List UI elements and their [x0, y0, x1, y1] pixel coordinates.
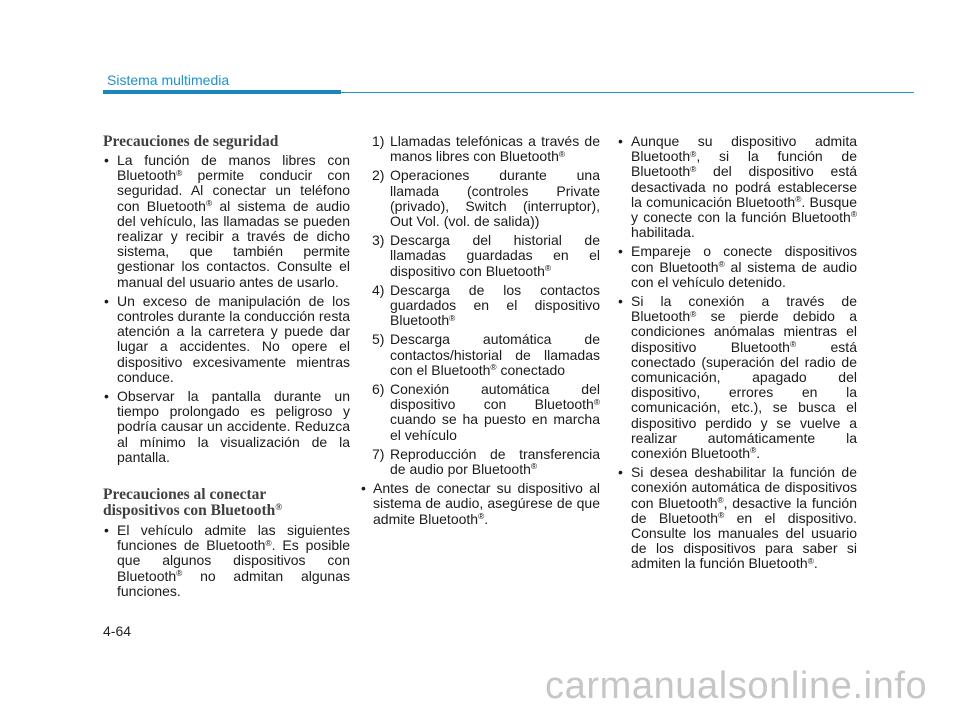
registered-mark: ® — [530, 461, 538, 472]
heading-line: Precauciones al conectar — [103, 486, 267, 504]
numbered-item-text: Descarga del historial de llamadas guardadas en el dispositivo con Bluetooth® — [390, 232, 600, 279]
registered-mark: ® — [478, 511, 485, 522]
header-rule-accent — [103, 90, 341, 94]
registered-mark: ® — [807, 555, 814, 566]
list-item — [617, 465, 857, 571]
registered-mark: ® — [850, 209, 857, 220]
list-item — [103, 523, 350, 599]
bullet-glyph: • — [618, 293, 623, 310]
bullet-glyph: • — [618, 243, 623, 260]
registered-mark: ® — [718, 259, 725, 270]
list-item-text: Si desea deshabilitar la función de conexión automática de dispositivos con Bluetooth®, desactive la función de Bluetooth® en el dispositivo. Consulte los manuales del usuario de los dispositivos para saber si admiten la función Bluetooth®. — [631, 464, 857, 572]
registered-mark: ® — [558, 148, 566, 159]
numbered-item-text: Conexión automática del dispositivo con Bluetooth® cuando se ha puesto en marcha el vehículo — [390, 381, 600, 443]
bluetooth-functions-list — [360, 134, 600, 477]
heading-line: dispositivos con Bluetooth® — [103, 502, 283, 520]
numbered-item — [360, 168, 600, 229]
bullet-list — [360, 481, 600, 527]
list-item — [103, 294, 350, 385]
bullet-glyph: • — [361, 480, 366, 497]
bullet-list — [617, 134, 857, 572]
item-number: 5) — [372, 331, 385, 348]
registered-mark: ® — [690, 163, 697, 174]
item-number: 3) — [372, 232, 385, 249]
list-item — [617, 134, 857, 240]
column-3 — [617, 134, 857, 572]
list-item-text: Antes de conectar su dispositivo al sistema de audio, asegúrese de que admite Bluetooth®. — [373, 480, 600, 527]
bullet-glyph: • — [104, 522, 109, 539]
registered-mark: ® — [789, 339, 797, 350]
item-number: 7) — [372, 445, 385, 462]
registered-mark: ® — [593, 396, 600, 407]
numbered-item — [360, 332, 600, 378]
bullet-glyph: • — [104, 388, 109, 405]
numbered-item-text: Llamadas telefónicas a través de manos libres con Bluetooth® — [390, 133, 600, 165]
numbered-item — [360, 283, 600, 329]
registered-mark: ® — [750, 445, 757, 456]
numbered-item — [360, 134, 600, 164]
registered-mark: ® — [265, 537, 272, 548]
item-number: 1) — [372, 133, 385, 149]
numbered-item — [360, 447, 600, 477]
registered-mark: ® — [176, 167, 183, 178]
list-item-text: El vehículo admite las siguientes funciones de Bluetooth®. Es posible que algunos dispositivos con Bluetooth® no admitan algunas funciones. — [117, 522, 350, 599]
registered-mark: ® — [544, 263, 552, 274]
list-item-text: Observar la pantalla durante un tiempo prolongado es peligroso y podría causar un accidente. Reduzca al mínimo la visualización de la pantalla. — [117, 388, 350, 465]
numbered-item — [360, 382, 600, 443]
list-item — [103, 153, 350, 290]
registered-mark: ® — [795, 194, 802, 205]
item-number: 2) — [372, 167, 385, 184]
list-item — [617, 294, 857, 461]
column-1 — [103, 134, 350, 599]
bullet-glyph: • — [618, 464, 623, 481]
list-item — [360, 481, 600, 527]
connect-bullet-list — [103, 523, 350, 599]
item-number: 6) — [372, 381, 385, 398]
header-rule — [341, 92, 914, 94]
list-item-text: La función de manos libres con Bluetooth® permite conducir con seguridad. Al conectar un teléfono con Bluetooth® al sistema de audio del vehículo, las llamadas se pueden realizar y recibir a través de dicho sistema, que también permite gestionar los contactos. Consulte el manual del usuario antes de usarlo. — [117, 152, 350, 290]
list-item-text: Empareje o conecte dispositivos con Bluetooth® al sistema de audio con el vehículo detenido. — [631, 243, 857, 290]
heading-bluetooth-connection — [103, 487, 350, 519]
bullet-glyph: • — [104, 292, 109, 309]
registered-mark: ® — [490, 362, 497, 373]
list-item — [103, 389, 350, 465]
watermark: carmanualsonline.info — [545, 665, 928, 707]
numbered-item-text: Reproducción de transferencia de audio por Bluetooth® — [390, 445, 600, 478]
registered-mark: ® — [690, 148, 697, 159]
list-item-text: Aunque su dispositivo admita Bluetooth®, si la función de Bluetooth® del dispositivo está desactivada no podrá establecerse la comunicación Bluetooth®. Busque y conecte con la función Bluetooth® habilitada. — [631, 133, 857, 241]
section-title: Sistema multimedia — [107, 72, 230, 88]
bullet-glyph: • — [104, 152, 109, 168]
numbered-item-text: Operaciones durante una llamada (controles Private (privado), Switch (interruptor), Out Vol. (vol. de salida)) — [390, 167, 600, 230]
column-2 — [360, 134, 600, 527]
heading-safety-precautions: Precauciones de seguridad — [103, 133, 279, 150]
numbered-item — [360, 233, 600, 279]
registered-mark: ® — [717, 495, 724, 506]
numbered-item-text: Descarga automática de contactos/historial de llamadas con el Bluetooth® conectado — [390, 331, 600, 378]
list-item-text: Un exceso de manipulación de los controles durante la conducción resta atención a la carretera y puede dar lugar a accidentes. No opere el dispositivo excesivamente mientras conduce. — [117, 292, 350, 385]
registered-mark: ® — [449, 312, 456, 323]
list-item-text: Si la conexión a través de Bluetooth® se pierde debido a condiciones anómalas mientras el dispositivo Bluetooth® está conectado (superación del radio de comunicación, apagado del dispositivo, errores en la comunicación, etc.), se busca el dispositivo perdido y se vuelve a realizar automáticamente la conexión Bluetooth®. — [631, 293, 857, 462]
registered-mark: ® — [690, 308, 697, 319]
bullet-glyph: • — [618, 133, 623, 149]
registered-mark: ® — [176, 568, 183, 579]
registered-mark: ® — [275, 502, 283, 513]
registered-mark: ® — [718, 510, 725, 521]
list-item — [617, 244, 857, 290]
registered-mark: ® — [205, 198, 213, 208]
safety-bullet-list — [103, 153, 350, 465]
page-number: 4-64 — [103, 623, 132, 639]
numbered-item-text: Descarga de los contactos guardados en el dispositivo Bluetooth® — [390, 281, 600, 329]
item-number: 4) — [372, 281, 385, 298]
